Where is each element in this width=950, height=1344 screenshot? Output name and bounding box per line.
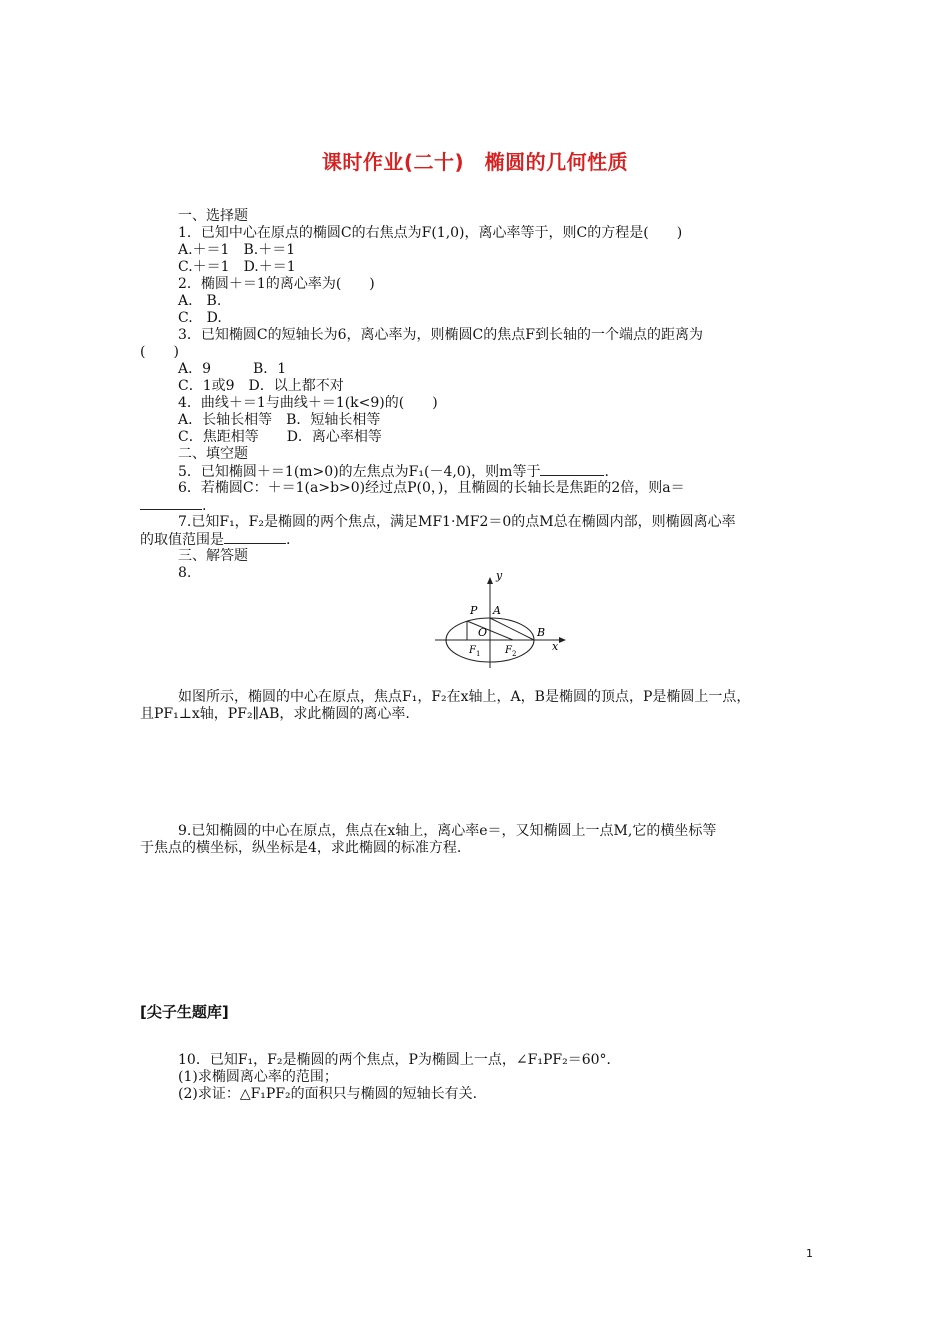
label-f2: F <box>505 645 512 656</box>
page-number: 1 <box>806 1247 813 1260</box>
bank-heading: [尖子生题库] <box>140 1003 229 1021</box>
q9-text: 9.已知椭圆的中心在原点，焦点在x轴上，离心率e＝，又知椭圆上一点M,它的横坐标等 <box>178 823 717 839</box>
q4-stem: 4．曲线＋＝1与曲线＋＝1(k<9)的( ) <box>178 395 438 411</box>
q3-options-cd: C．1或9 D．以上都不对 <box>178 378 344 394</box>
q5-answer-blank <box>540 463 604 476</box>
q6-cont <box>140 497 206 515</box>
q5-body: 5．已知椭圆＋＝1(m>0)的左焦点为F₁(－4,0)，则m等于 <box>178 464 541 480</box>
q6-text: 6．若椭圆C：＋＝1(a>b>0)经过点P(0，)，且椭圆的长轴长是焦距的2倍，则a＝ <box>178 480 685 496</box>
q10-part2: (2)求证：△F₁PF₂的面积只与椭圆的短轴长有关. <box>178 1086 478 1102</box>
page-title: 课时作业(二十) 椭圆的几何性质 <box>321 150 629 174</box>
label-f2-sub: 2 <box>512 650 517 658</box>
q8-text: 如图所示，椭圆的中心在原点，焦点F₁，F₂在x轴上，A，B是椭圆的顶点，P是椭圆上一点， <box>178 689 751 705</box>
q10-text: 10．已知F₁，F₂是椭圆的两个焦点，P为椭圆上一点，∠F₁PF₂＝60°． <box>178 1052 621 1068</box>
label-p: P <box>470 604 478 617</box>
q6-end: . <box>202 498 207 514</box>
q8-number: 8. <box>178 565 192 581</box>
label-f1: F <box>469 645 476 656</box>
q7-body2: 的取值范围是 <box>140 532 224 548</box>
label-y: y <box>496 570 503 582</box>
q3-stem-cont: ( ) <box>140 344 179 360</box>
section-fill-heading: 二、填空题 <box>178 446 248 462</box>
q4-options-ab: A．长轴长相等 B．短轴长相等 <box>178 412 381 428</box>
q1-options-cd: C.＋＝1 D.＋＝1 <box>178 259 296 275</box>
x-axis-arrow <box>559 637 566 643</box>
q5-end: . <box>604 464 609 480</box>
label-a: A <box>493 604 501 617</box>
q10-part1: (1)求椭圆离心率的范围； <box>178 1069 338 1085</box>
y-axis-arrow <box>487 577 493 584</box>
label-b: B <box>537 626 546 639</box>
q1-stem: 1．已知中心在原点的椭圆C的右焦点为F(1,0)，离心率等于，则C的方程是( ) <box>178 225 683 241</box>
q7-answer-blank <box>224 531 286 544</box>
label-o: O <box>478 626 488 639</box>
ellipse-figure <box>430 570 570 670</box>
q1-options-ab: A.＋＝1 B.＋＝1 <box>178 242 296 258</box>
q4-options-cd: C．焦距相等 D．离心率相等 <box>178 429 382 445</box>
q7-text: 7.已知F₁，F₂是椭圆的两个焦点，满足MF1·MF2＝0的点M总在椭圆内部，则椭圆离心率 <box>178 514 736 530</box>
label-x: x <box>552 640 559 653</box>
q2-options-cd: C. D. <box>178 310 222 326</box>
section-choice-heading: 一、选择题 <box>178 208 248 224</box>
q3-stem: 3．已知椭圆C的短轴长为6，离心率为，则椭圆C的焦点F到长轴的一个端点的距离为 <box>178 327 703 343</box>
q6-answer-blank <box>140 497 202 510</box>
q7-end: . <box>286 532 291 548</box>
label-f1-sub: 1 <box>476 650 481 658</box>
q8-text-cont: 且PF₁⊥x轴，PF₂∥AB，求此椭圆的离心率. <box>140 706 410 722</box>
q7-cont <box>140 531 290 549</box>
q2-stem: 2．椭圆＋＝1的离心率为( ) <box>178 276 375 292</box>
q9-text-cont: 于焦点的横坐标，纵坐标是4，求此椭圆的标准方程. <box>140 840 462 856</box>
q2-options-ab: A. B. <box>178 293 222 309</box>
section-solve-heading: 三、解答题 <box>178 548 248 564</box>
q3-options-ab: A．9 B．1 <box>178 361 287 377</box>
q5-text <box>178 463 609 481</box>
